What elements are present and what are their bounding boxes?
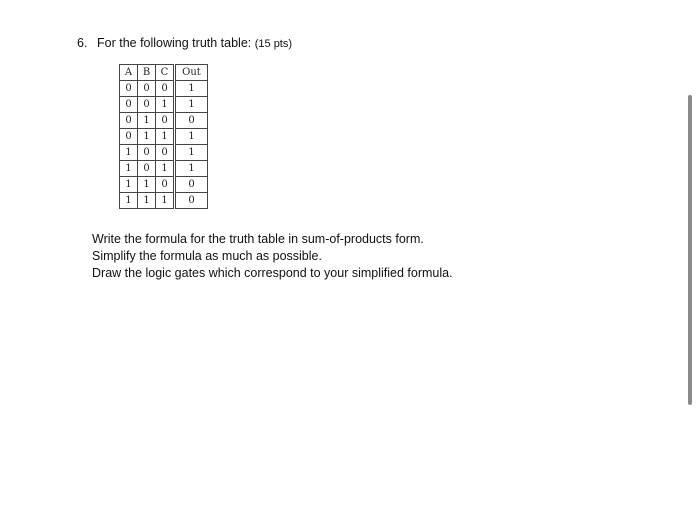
out-cell: 0 — [175, 177, 208, 193]
input-cell: 0 — [138, 97, 156, 113]
table-row — [120, 193, 208, 209]
table-row — [120, 97, 208, 113]
question-number: 6. — [77, 36, 88, 50]
scrollbar[interactable] — [688, 95, 692, 405]
truth-table — [119, 64, 208, 209]
out-cell: 0 — [175, 193, 208, 209]
input-cell: 0 — [156, 145, 175, 161]
input-cell: 0 — [138, 161, 156, 177]
out-cell: 1 — [175, 97, 208, 113]
table-row — [120, 113, 208, 129]
input-cell: 1 — [156, 161, 175, 177]
input-cell: 1 — [120, 177, 138, 193]
table-row — [120, 129, 208, 145]
instruction-line: Draw the logic gates which correspond to your simplified formula. — [92, 266, 453, 280]
input-cell: 0 — [156, 81, 175, 97]
table-row — [120, 81, 208, 97]
header-c: C — [156, 65, 175, 81]
input-cell: 1 — [156, 97, 175, 113]
table-row — [120, 177, 208, 193]
instruction-line: Simplify the formula as much as possible. — [92, 249, 322, 263]
input-cell: 0 — [120, 129, 138, 145]
out-cell: 0 — [175, 113, 208, 129]
input-cell: 1 — [138, 193, 156, 209]
input-cell: 0 — [156, 113, 175, 129]
input-cell: 0 — [120, 81, 138, 97]
input-cell: 1 — [120, 161, 138, 177]
truth-table-body — [120, 81, 208, 209]
question-title — [97, 36, 292, 50]
question-points: (15 pts) — [254, 38, 293, 50]
input-cell: 1 — [138, 129, 156, 145]
truth-table-header-row — [120, 65, 208, 81]
question-title-text: For the following truth table: — [97, 36, 252, 50]
instruction-line: Write the formula for the truth table in sum-of-products form. — [92, 232, 424, 246]
input-cell: 1 — [156, 193, 175, 209]
input-cell: 1 — [120, 193, 138, 209]
input-cell: 1 — [138, 177, 156, 193]
input-cell: 0 — [120, 97, 138, 113]
out-cell: 1 — [175, 81, 208, 97]
input-cell: 1 — [156, 129, 175, 145]
input-cell: 0 — [138, 81, 156, 97]
input-cell: 0 — [156, 177, 175, 193]
table-row — [120, 161, 208, 177]
out-cell: 1 — [175, 145, 208, 161]
out-cell: 1 — [175, 129, 208, 145]
input-cell: 1 — [138, 113, 156, 129]
header-out: Out — [175, 65, 208, 81]
out-cell: 1 — [175, 161, 208, 177]
input-cell: 0 — [120, 113, 138, 129]
input-cell: 0 — [138, 145, 156, 161]
table-row — [120, 145, 208, 161]
instructions — [92, 231, 453, 282]
header-a: A — [120, 65, 138, 81]
header-b: B — [138, 65, 156, 81]
input-cell: 1 — [120, 145, 138, 161]
